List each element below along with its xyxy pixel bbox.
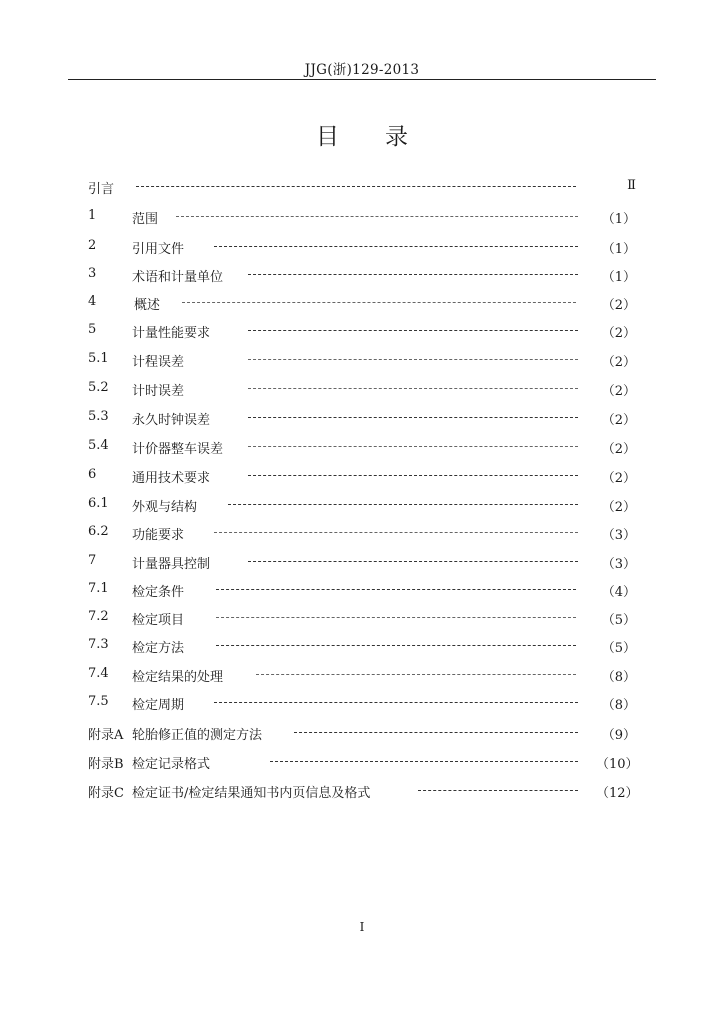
toc-leader-line — [248, 274, 578, 275]
standard-code-header: JJG(浙)129-2013 — [304, 62, 420, 78]
toc-entry — [88, 349, 636, 371]
toc-entry-page: （5） — [601, 613, 636, 628]
toc-entry — [88, 264, 636, 286]
toc-entry-title: 检定记录格式 — [132, 757, 211, 772]
toc-entry — [88, 751, 639, 773]
toc-leader-line — [248, 561, 578, 562]
toc-entry-number: 5 — [88, 322, 97, 337]
toc-entry — [88, 522, 636, 544]
toc-leader-line — [248, 475, 578, 476]
toc-entry-number: 6 — [88, 467, 97, 482]
toc-leader-line — [216, 645, 576, 646]
toc-entry — [88, 378, 636, 400]
header-rule — [68, 79, 656, 80]
toc-leader-line — [228, 504, 578, 505]
toc-entry-title: 术语和计量单位 — [132, 270, 224, 285]
toc-leader-line — [248, 417, 578, 418]
toc-entry-number: 1 — [88, 208, 97, 223]
toc-entry-page: （12） — [596, 786, 639, 801]
toc-leader-line — [418, 790, 578, 791]
toc-leader-line — [176, 216, 578, 217]
toc-leader-line — [216, 589, 576, 590]
toc-entry-number: 7.5 — [88, 694, 109, 709]
toc-entry-page: （1） — [601, 212, 636, 227]
toc-entry-number: 5.1 — [88, 351, 109, 366]
toc-entry — [88, 465, 636, 487]
toc-leader-line — [256, 674, 576, 675]
toc-title-char-1: 目 — [316, 124, 339, 150]
toc-entry — [88, 635, 636, 657]
toc-leader-line — [214, 246, 578, 247]
toc-leader-line — [270, 761, 578, 762]
toc-entry-page: （9） — [601, 728, 636, 743]
toc-entry — [88, 780, 639, 802]
toc-entry — [88, 551, 636, 573]
toc-entry — [88, 236, 636, 258]
toc-leader-line — [248, 359, 578, 360]
toc-entry — [88, 722, 636, 744]
toc-title-char-2: 录 — [385, 124, 408, 150]
toc-entry-title: 检定条件 — [132, 585, 185, 600]
toc-entry-page: （3） — [601, 528, 636, 543]
toc-entry-title: 检定周期 — [132, 698, 185, 713]
toc-entry-number: 7.2 — [88, 609, 109, 624]
toc-entry-number: 附录A — [88, 728, 124, 743]
toc-entry-page: （4） — [601, 585, 636, 600]
toc-entry-page: （8） — [601, 698, 636, 713]
toc-entry-title: 轮胎修正值的测定方法 — [132, 728, 263, 743]
toc-entry-page: （3） — [601, 557, 636, 572]
toc-entry-title: 计量性能要求 — [132, 326, 211, 341]
toc-leader-line — [248, 446, 578, 447]
toc-entry-number: 引言 — [88, 182, 115, 197]
toc-entry-page: Ⅱ — [627, 178, 636, 193]
toc-entry-page: （1） — [601, 270, 636, 285]
page-number: I — [359, 920, 365, 934]
toc-leader-line — [214, 532, 578, 533]
toc-entry-title: 计量器具控制 — [132, 557, 211, 572]
toc-entry-title: 计程误差 — [132, 355, 185, 370]
toc-entry-number: 5.2 — [88, 380, 109, 395]
toc-entry-title: 计时误差 — [132, 384, 185, 399]
toc-entry-page: （1） — [601, 242, 636, 257]
toc-entry-page: （2） — [601, 442, 636, 457]
toc-entry-number: 3 — [88, 266, 97, 281]
toc-entry-number: 7.1 — [88, 581, 109, 596]
toc-entry — [88, 176, 636, 198]
toc-entry-number: 6.1 — [88, 496, 109, 511]
toc-title — [0, 118, 724, 151]
toc-entry-title: 永久时钟误差 — [132, 413, 211, 428]
toc-entry-page: （2） — [601, 413, 636, 428]
toc-entry-page: （10） — [596, 757, 639, 772]
toc-entry-title: 检定项目 — [132, 613, 185, 628]
toc-entry-number: 2 — [88, 238, 97, 253]
toc-entry-number: 附录C — [88, 786, 124, 801]
toc-entry — [88, 320, 636, 342]
toc-entry — [88, 407, 636, 429]
toc-entry-number: 附录B — [88, 757, 124, 772]
toc-entry — [88, 579, 636, 601]
toc-entry-number: 7.4 — [88, 666, 109, 681]
toc-entry-number: 4 — [88, 294, 97, 309]
toc-entry — [88, 692, 636, 714]
toc-entry-page: （2） — [601, 298, 636, 313]
toc-entry-page: （2） — [601, 471, 636, 486]
toc-entry-page: （2） — [601, 326, 636, 341]
toc-entry-title: 检定结果的处理 — [132, 670, 224, 685]
toc-entry — [88, 607, 636, 629]
toc-leader-line — [182, 302, 576, 303]
toc-entry — [88, 436, 636, 458]
toc-entry-title: 外观与结构 — [132, 500, 198, 515]
toc-leader-line — [136, 186, 576, 187]
toc-entry — [88, 664, 636, 686]
toc-entry — [88, 494, 636, 516]
toc-entry-page: （2） — [601, 500, 636, 515]
toc-entry-number: 5.4 — [88, 438, 109, 453]
toc-entry-title: 引用文件 — [132, 242, 185, 257]
toc-entry-title: 功能要求 — [132, 528, 185, 543]
toc-entry-title: 概述 — [134, 298, 161, 313]
toc-entry-page: （2） — [601, 384, 636, 399]
toc-entry-page: （8） — [601, 670, 636, 685]
toc-entry-title: 检定证书/检定结果通知书内页信息及格式 — [132, 786, 371, 801]
toc-leader-line — [248, 330, 578, 331]
toc-entry-number: 6.2 — [88, 524, 109, 539]
toc-entry-number: 7 — [88, 553, 97, 568]
toc-entry-title: 检定方法 — [132, 641, 185, 656]
toc-leader-line — [214, 702, 578, 703]
toc-entry-title: 通用技术要求 — [132, 471, 211, 486]
toc-entry — [88, 292, 636, 314]
toc-entry-title: 计价器整车误差 — [132, 442, 224, 457]
toc-entry-page: （2） — [601, 355, 636, 370]
toc-entry-number: 7.3 — [88, 637, 109, 652]
toc-entry-title: 范围 — [132, 212, 159, 227]
toc-leader-line — [216, 617, 576, 618]
toc-entry-number: 5.3 — [88, 409, 109, 424]
toc-entry — [88, 206, 636, 228]
toc-entry-page: （5） — [601, 641, 636, 656]
toc-leader-line — [294, 732, 578, 733]
toc-leader-line — [248, 388, 578, 389]
